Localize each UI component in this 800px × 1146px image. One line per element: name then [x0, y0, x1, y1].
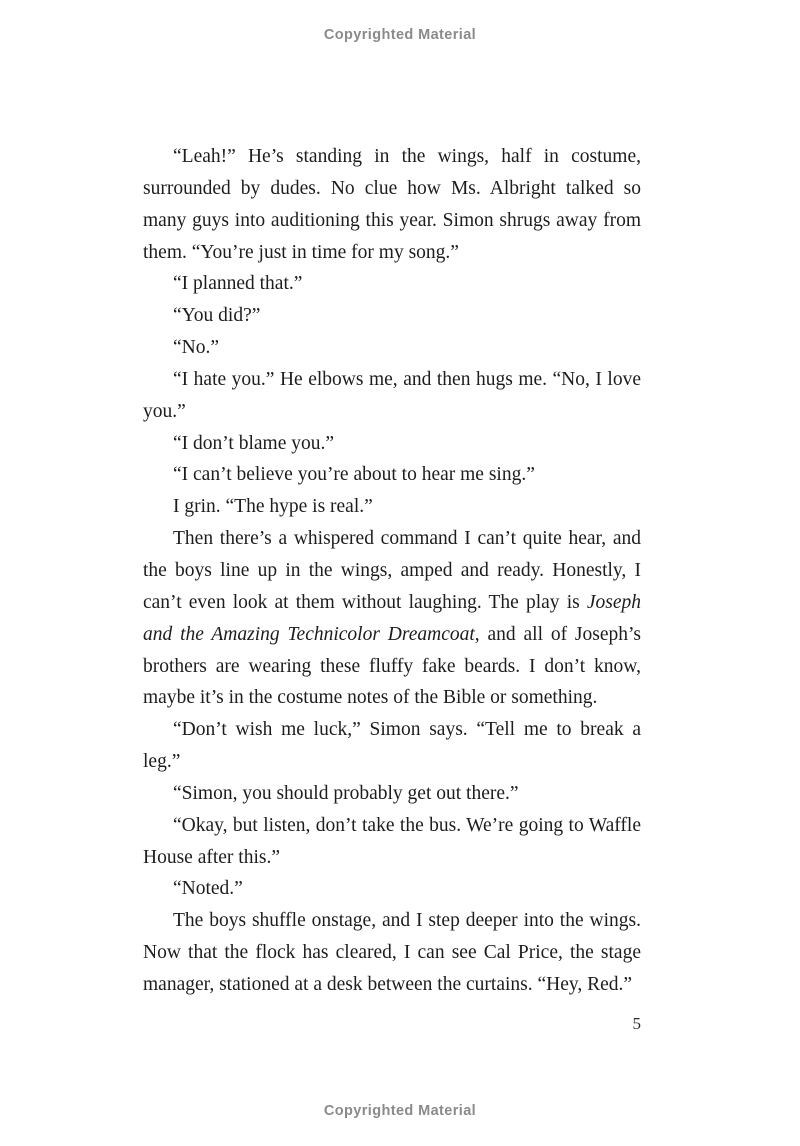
text-segment: , and all of Joseph’s brothers are wearing these fluffy fake beards. I don’t know, maybe it’s in the costume notes of the Bible or something. [143, 623, 641, 709]
paragraph [143, 300, 641, 332]
paragraph [143, 491, 641, 523]
text-segment: “Okay, but listen, don’t take the bus. We’re going to Waffle House after this.” [143, 814, 641, 868]
text-segment: “I planned that.” [173, 273, 303, 295]
paragraph [143, 905, 641, 1001]
paragraph [143, 268, 641, 300]
page-number: 5 [632, 1014, 641, 1033]
text-segment: “Simon, you should probably get out there.” [173, 782, 519, 804]
paragraph [143, 428, 641, 460]
paragraph [143, 332, 641, 364]
italic-text: Joseph and the Amazing Technicolor Dreamcoat [143, 591, 641, 645]
text-segment: “Noted.” [173, 878, 243, 900]
text-segment: “You did?” [173, 305, 261, 327]
copyright-footer: Copyrighted Material [323, 1103, 477, 1119]
text-segment: Then there’s a whispered command I can’t quite hear, and the boys line up in the wings, amped and ready. Honestly, I can’t even look at them without laughing. The play is [143, 528, 641, 613]
text-segment: “I hate you.” He elbows me, and then hugs me. “No, I love you.” [143, 368, 641, 422]
text-segment: I grin. “The hype is real.” [173, 496, 373, 518]
paragraph [143, 523, 641, 714]
body-text [143, 141, 641, 1001]
paragraph [143, 141, 641, 268]
paragraph [143, 364, 641, 428]
paragraph [143, 810, 641, 874]
text-segment: The boys shuffle onstage, and I step deeper into the wings. Now that the flock has cleared, I can see Cal Price, the stage manager, stationed at a desk between the curtains. “Hey, Red.” [143, 910, 641, 995]
paragraph [143, 873, 641, 905]
text-segment: “I can’t believe you’re about to hear me sing.” [173, 464, 535, 486]
copyright-header: Copyrighted Material [323, 27, 477, 43]
text-segment: “I don’t blame you.” [173, 432, 335, 454]
text-segment: “Don’t wish me luck,” Simon says. “Tell me to break a leg.” [143, 719, 641, 773]
text-segment: “No.” [173, 337, 220, 359]
paragraph [143, 778, 641, 810]
paragraph [143, 714, 641, 778]
paragraph [143, 459, 641, 491]
text-segment: “Leah!” He’s standing in the wings, half in costume, surrounded by dudes. No clue how Ms. Albright talked so many guys into auditioning this year. Simon shrugs away from them. “You’re just in time for my song.” [143, 146, 641, 263]
